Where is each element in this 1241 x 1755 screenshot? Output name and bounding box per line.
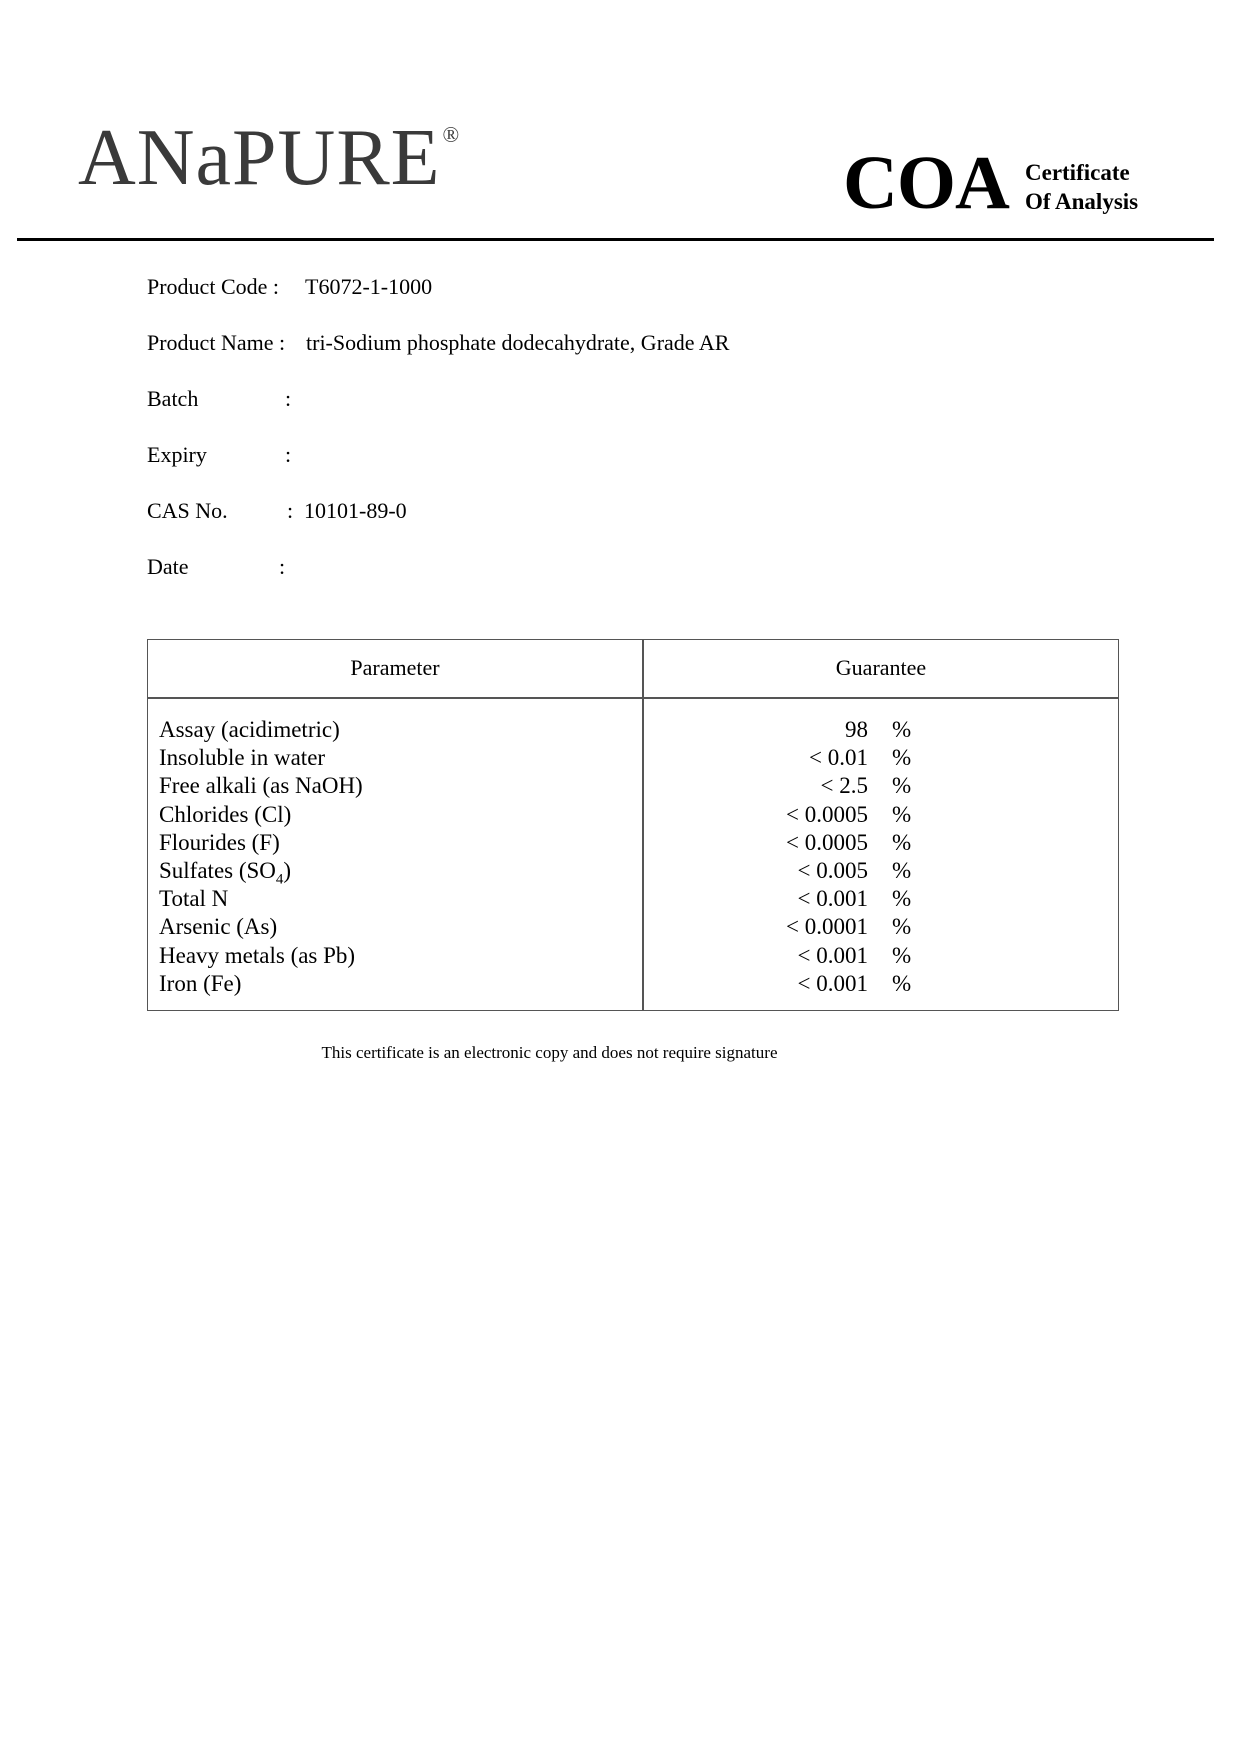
expiry-row	[147, 442, 292, 467]
guarantee-value: < 0.001	[797, 942, 868, 968]
guarantee-value: < 0.0005	[786, 829, 868, 855]
guarantee-unit: %	[892, 942, 912, 968]
guarantee-unit: %	[892, 914, 912, 940]
header-guarantee: Guarantee	[835, 655, 927, 680]
product-code-row	[147, 274, 433, 299]
table-row	[148, 970, 1118, 998]
cas-separator: :	[287, 498, 294, 523]
cas-value: 10101-89-0	[304, 498, 407, 523]
guarantee-unit: %	[892, 717, 912, 742]
batch-label: Batch	[147, 386, 199, 411]
guarantee-value: < 0.0001	[786, 914, 868, 940]
table-row	[148, 716, 1118, 744]
footer-note-text: This certificate is an electronic copy and does not require signature	[321, 1043, 778, 1062]
guarantee-unit: %	[892, 745, 912, 771]
table-row	[148, 744, 1118, 772]
date-label: Date	[147, 554, 189, 579]
guarantee-unit: %	[892, 970, 912, 996]
header-parameter: Parameter	[350, 655, 440, 680]
table-row	[148, 913, 1118, 941]
logo-text: ANaPURE	[78, 114, 441, 202]
guarantee-unit: %	[892, 829, 912, 855]
table-row	[148, 942, 1118, 970]
parameter-cell: Total N	[159, 886, 229, 912]
header-divider	[17, 238, 1214, 241]
doc-title	[1025, 158, 1138, 216]
parameter-cell: Chlorides (Cl)	[159, 801, 292, 827]
guarantee-value: < 0.0005	[786, 801, 868, 827]
footer-note	[0, 1043, 1241, 1063]
doc-title-line1: Certificate	[1025, 160, 1130, 185]
guarantee-value: < 0.001	[797, 970, 868, 996]
date-row	[147, 554, 286, 579]
guarantee-unit: %	[892, 773, 912, 799]
parameter-cell: Free alkali (as NaOH)	[159, 773, 363, 799]
guarantee-value: < 0.005	[797, 857, 868, 883]
batch-separator: :	[285, 386, 292, 411]
company-logo	[78, 114, 461, 202]
parameter-cell: Flourides (F)	[159, 829, 280, 855]
expiry-label: Expiry	[147, 442, 207, 467]
guarantee-unit: %	[892, 801, 912, 827]
spec-table	[147, 639, 1119, 1011]
guarantee-value: < 0.01	[809, 745, 868, 771]
product-name-label: Product Name :	[147, 330, 286, 355]
guarantee-value: < 0.001	[797, 886, 868, 912]
product-name-value: tri-Sodium phosphate dodecahydrate, Grade AR	[306, 330, 730, 355]
table-row	[148, 801, 1118, 829]
guarantee-value: 98	[845, 717, 868, 742]
registered-mark: ®	[442, 122, 461, 147]
guarantee-unit: %	[892, 857, 912, 883]
parameter-cell: Iron (Fe)	[159, 970, 242, 996]
product-name-row	[147, 330, 730, 355]
table-row	[148, 857, 1118, 888]
product-code-label: Product Code :	[147, 274, 279, 299]
guarantee-value: < 2.5	[820, 773, 868, 799]
table-header-divider	[148, 697, 1118, 699]
table-body	[148, 716, 1118, 998]
product-code-value: T6072-1-1000	[305, 274, 433, 299]
doc-title-line2: Of Analysis	[1025, 189, 1139, 214]
parameter-cell: Insoluble in water	[159, 745, 326, 771]
date-separator: :	[279, 554, 286, 579]
parameter-cell: Sulfates $(SO_4)$	[159, 857, 292, 888]
guarantee-unit: %	[892, 886, 912, 912]
table-row	[148, 772, 1118, 800]
parameter-cell: Heavy metals (as Pb)	[159, 942, 356, 968]
table-row	[148, 885, 1118, 913]
cas-label: CAS No.	[147, 498, 228, 523]
expiry-separator: :	[285, 442, 292, 467]
table-row	[148, 829, 1118, 857]
parameter-cell: Assay (acidimetric)	[159, 717, 340, 742]
doc-code: COA	[843, 141, 1009, 225]
batch-row	[147, 386, 292, 411]
parameter-cell: Arsenic (As)	[159, 914, 278, 940]
cas-row	[147, 498, 407, 523]
